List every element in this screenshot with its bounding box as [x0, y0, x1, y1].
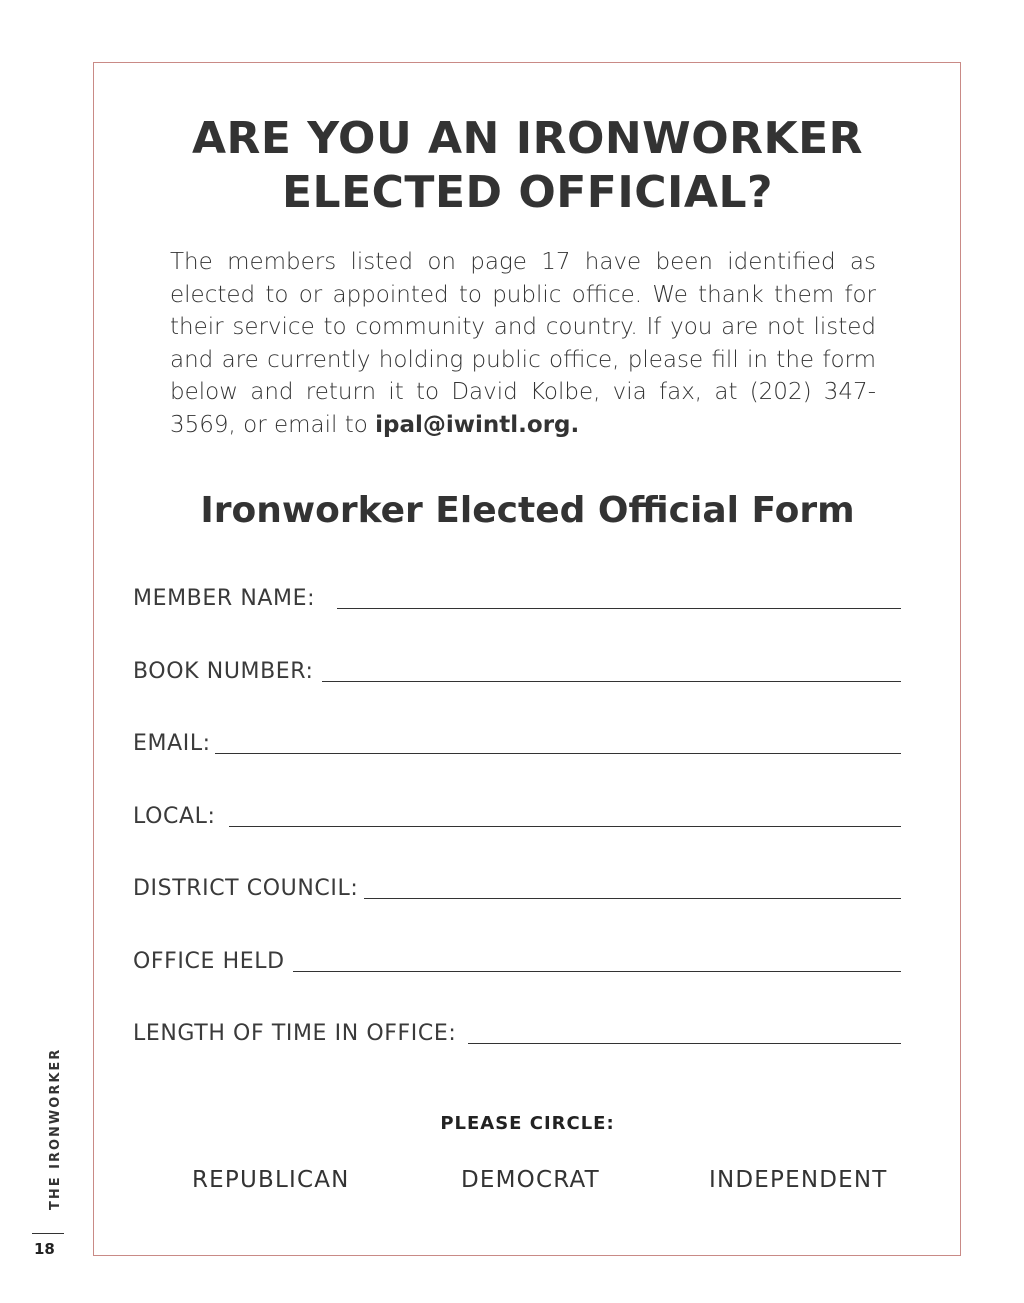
email-blank[interactable] — [215, 753, 901, 754]
book-number-field[interactable] — [133, 655, 901, 685]
member-name-blank[interactable] — [337, 608, 901, 609]
book-number-blank[interactable] — [322, 681, 901, 682]
email-field[interactable] — [133, 727, 901, 757]
party-option-independent[interactable]: INDEPENDENT — [709, 1167, 888, 1193]
local-label: LOCAL: — [133, 804, 216, 829]
district-council-label: DISTRICT COUNCIL: — [133, 876, 359, 901]
circle-prompt: PLEASE CIRCLE: — [440, 1113, 615, 1134]
party-option-democrat[interactable]: DEMOCRAT — [461, 1167, 600, 1193]
local-field[interactable] — [133, 800, 901, 830]
intro-text: The members listed on page 17 have been identified as elected to or appointed to public office. We thank them for their service to community and country. If you are not listed and are currently holding public office, please fill in the form below and return it to David Kolbe, via fax, at (202) 347-3569, or email to — [170, 249, 876, 438]
office-held-label: OFFICE HELD — [133, 949, 285, 974]
headline — [130, 112, 925, 220]
district-council-blank[interactable] — [364, 898, 901, 899]
footer-divider — [32, 1233, 64, 1234]
district-council-field[interactable] — [133, 872, 901, 902]
member-name-label: MEMBER NAME: — [133, 586, 316, 611]
page-number: 18 — [34, 1240, 55, 1258]
form-title: Ironworker Elected Official Form — [200, 490, 855, 531]
book-number-label: BOOK NUMBER: — [133, 659, 314, 684]
contact-email: ipal@iwintl.org. — [375, 411, 580, 438]
length-of-time-field[interactable] — [133, 1017, 901, 1047]
headline-line-1: ARE YOU AN IRONWORKER — [191, 113, 864, 164]
office-held-field[interactable] — [133, 945, 901, 975]
member-name-field[interactable] — [133, 582, 901, 612]
length-of-time-label: LENGTH OF TIME IN OFFICE: — [133, 1021, 457, 1046]
intro-paragraph — [170, 246, 876, 442]
email-label: EMAIL: — [133, 731, 211, 756]
publication-name: THE IRONWORKER — [48, 1047, 63, 1210]
local-blank[interactable] — [229, 826, 901, 827]
office-held-blank[interactable] — [293, 971, 901, 972]
headline-line-2: ELECTED OFFICIAL? — [281, 167, 774, 218]
length-of-time-blank[interactable] — [468, 1043, 901, 1044]
party-option-republican[interactable]: REPUBLICAN — [192, 1167, 350, 1193]
